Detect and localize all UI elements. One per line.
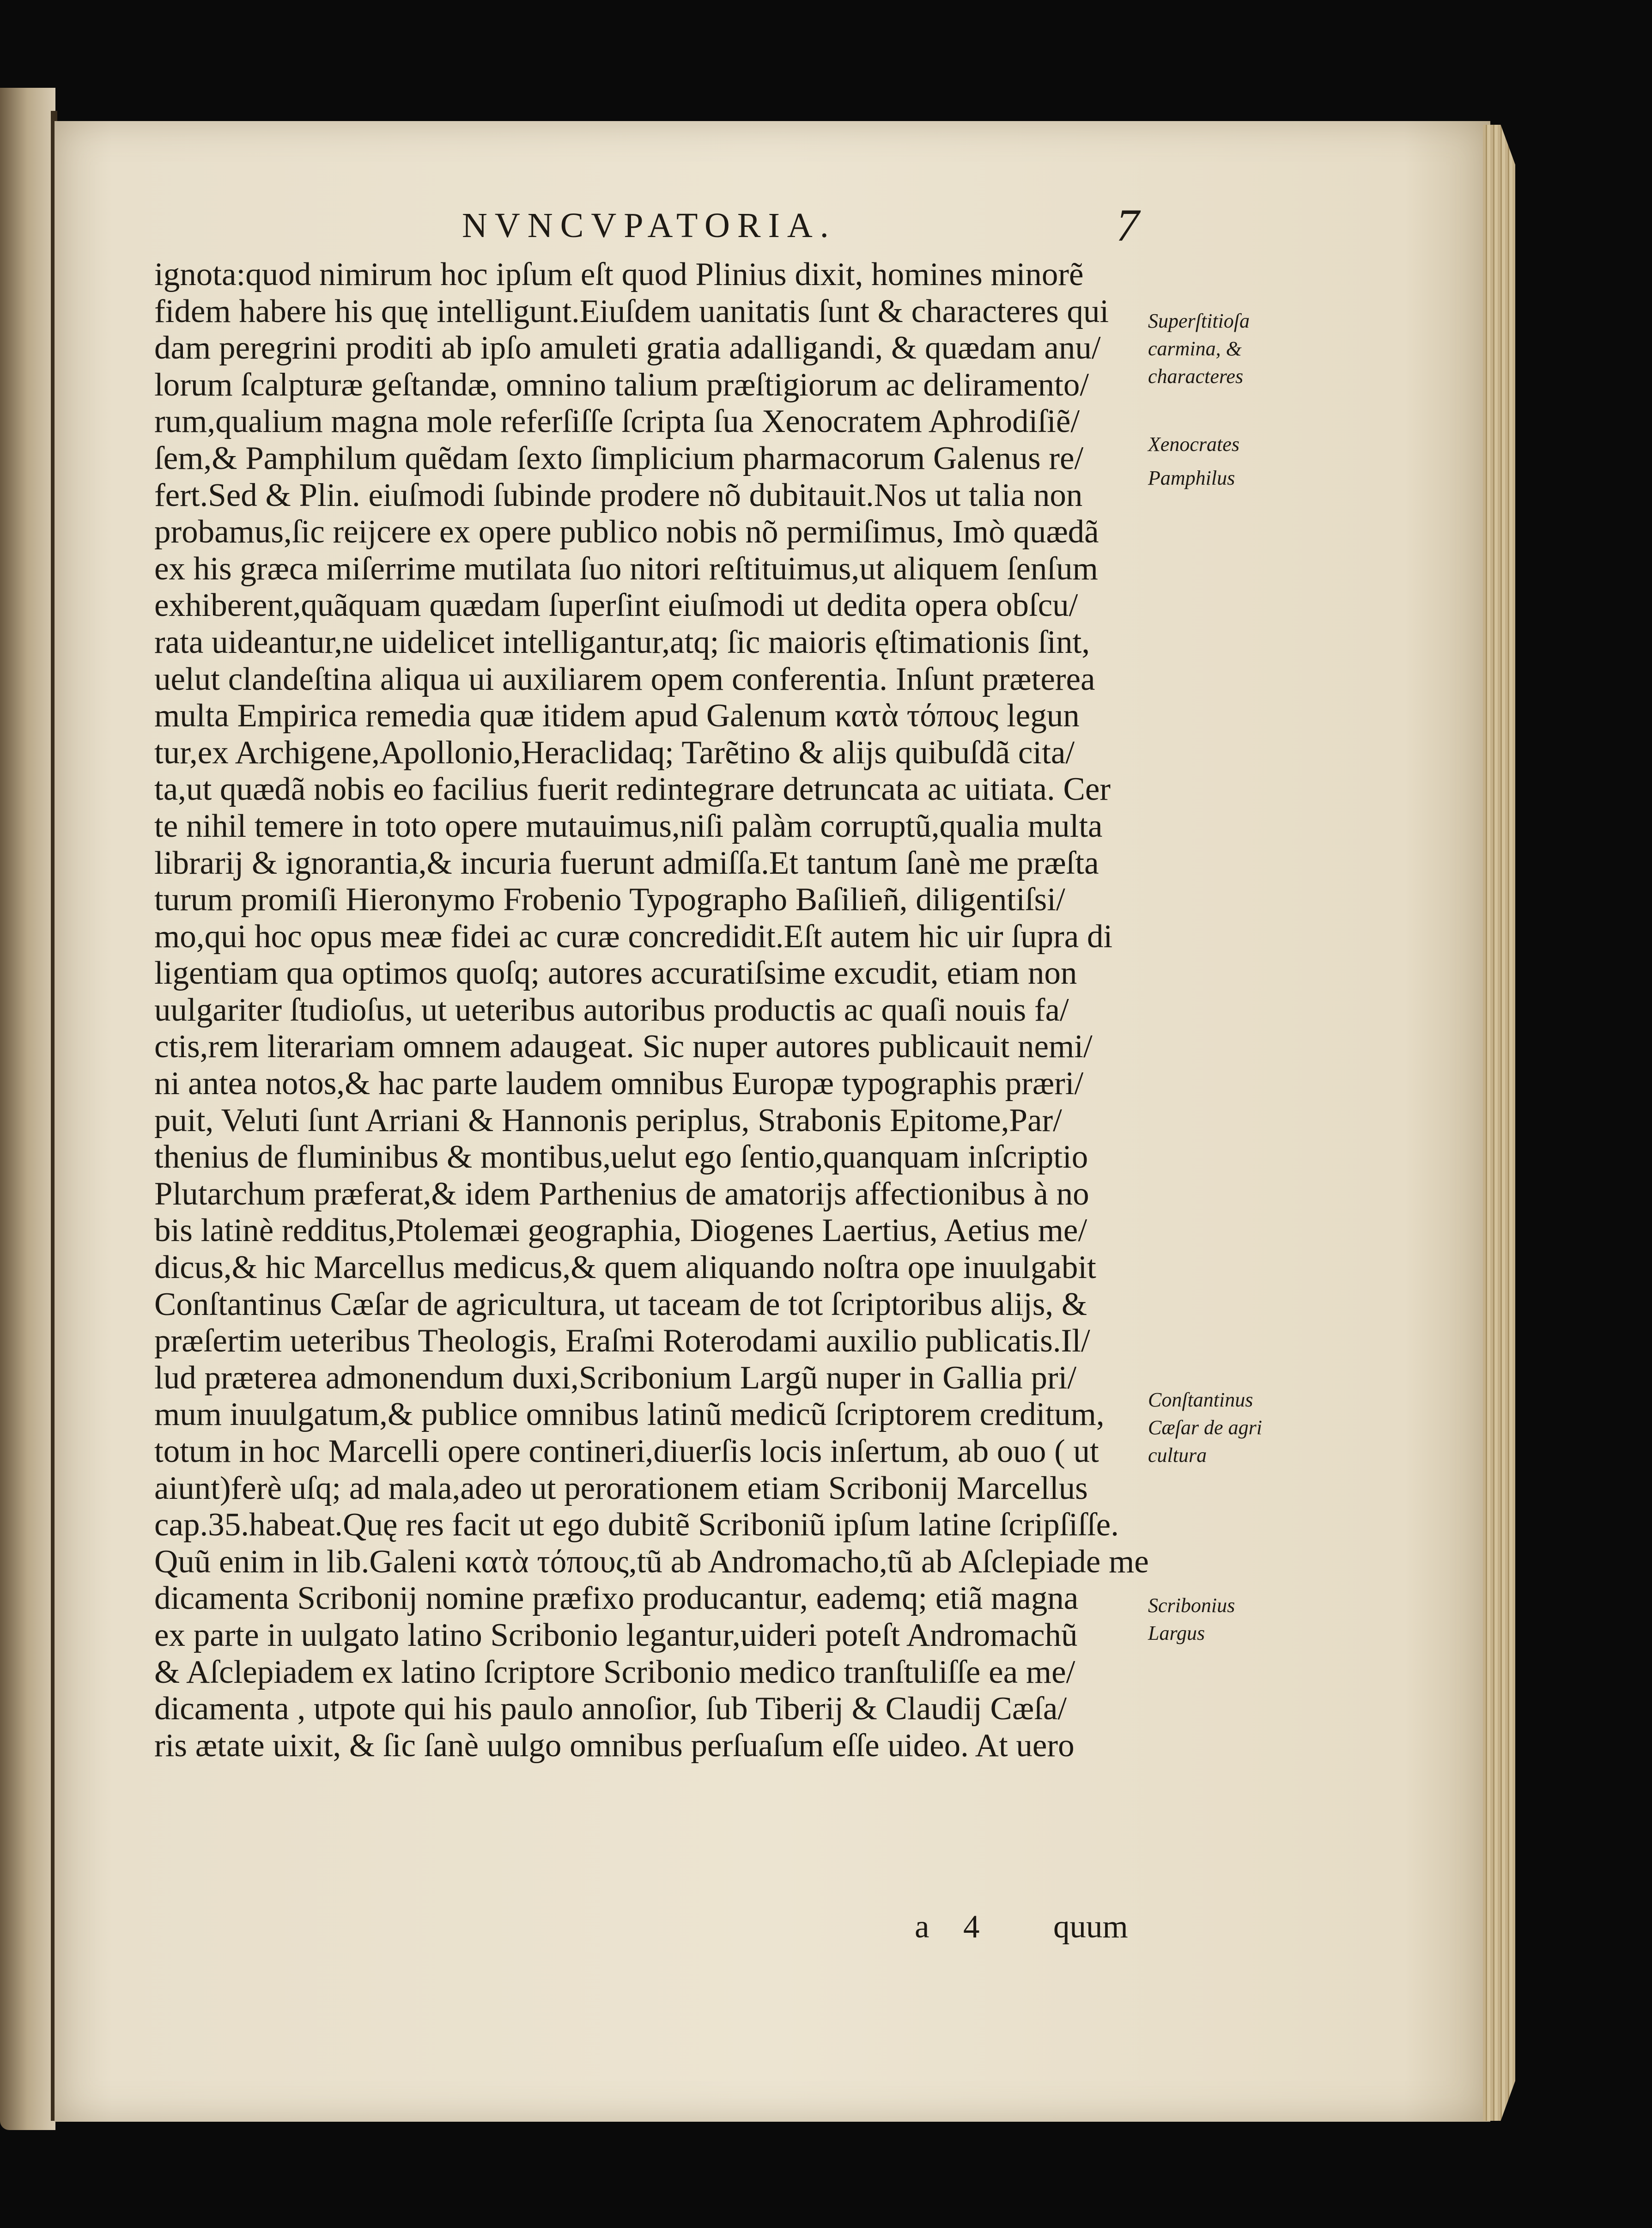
main-text-block xyxy=(154,256,1149,1764)
signature-number: 4 xyxy=(963,1909,980,1945)
text-line: puit, Veluti ſunt Arriani & Hannonis periplus, Strabonis Epitome,Par/ xyxy=(154,1102,1062,1138)
text-line: ris ætate uixit, & ſic ſanè uulgo omnibus perſuaſum eſſe uideo. At uero xyxy=(154,1727,1075,1764)
text-line: dicamenta , utpote qui his paulo annoſior, ſub Tiberij & Claudij Cæſa/ xyxy=(154,1691,1067,1727)
text-line: ſem,& Pamphilum quẽdam ſexto ſimplicium pharmacorum Galenus re/ xyxy=(154,440,1084,476)
text-line: rum,qualium magna mole referſiſſe ſcripta ſua Xenocratem Aphrodiſiẽ/ xyxy=(154,403,1080,440)
marginal-note: Scribonius Largus xyxy=(1148,1594,1235,1644)
text-line: probamus,ſic reijcere ex opere publico nobis nõ permiſimus, Imò quædã xyxy=(154,514,1099,550)
text-line: aiunt)ferè uſq; ad mala,adeo ut perorationem etiam Scribonij Marcellus xyxy=(154,1470,1088,1506)
marginal-note: Pamphilus xyxy=(1148,467,1235,489)
text-line: fert.Sed & Plin. eiuſmodi ſubinde prodere nõ dubitauit.Nos ut talia non xyxy=(154,477,1083,513)
text-line: fidem habere his quę intelligunt.Eiuſdem uanitatis ſunt & characteres qui xyxy=(154,293,1109,329)
text-line: exhiberent,quãquam quædam ſuperſint eiuſmodi ut dedita opera obſcu/ xyxy=(154,587,1078,624)
text-line: dam peregrini proditi ab ipſo amuleti gratia adalligandi, & quædam anu/ xyxy=(154,330,1101,366)
text-line: turum promiſi Hieronymo Frobenio Typographo Baſilieñ, diligentiſsi/ xyxy=(154,882,1065,918)
running-head: NVNCVPATORIA. xyxy=(462,206,836,245)
text-line: præſertim ueteribus Theologis, Eraſmi Roterodami auxilio publicatis.Il/ xyxy=(154,1323,1090,1359)
text-line: ni antea notos,& hac parte laudem omnibus Europæ typographis præri/ xyxy=(154,1065,1084,1102)
text-line: dicamenta Scribonij nomine præfixo producantur, eademq; etiã magna xyxy=(154,1580,1079,1617)
text-line: & Aſclepiadem ex latino ſcriptore Scribonio medico tranſtuliſſe ea me/ xyxy=(154,1654,1075,1690)
text-line: mo,qui hoc opus meæ fidei ac curæ concredidit.Eſt autem hic uir ſupra di xyxy=(154,918,1113,955)
text-line: mum inuulgatum,& publice omnibus latinũ medicũ ſcriptorem creditum, xyxy=(154,1396,1105,1433)
text-line: lorum ſcalpturæ geſtandæ, omnino talium præſtigiorum ac deliramento/ xyxy=(154,366,1089,403)
text-line: rata uideantur,ne uidelicet intelligantur,atq; ſic maioris ęſtimationis ſint, xyxy=(154,624,1090,660)
text-line: lud præterea admonendum duxi,Scribonium Largũ nuper in Gallia pri/ xyxy=(154,1359,1077,1396)
text-line: thenius de fluminibus & montibus,uelut ego ſentio,quanquam inſcriptio xyxy=(154,1139,1088,1175)
text-line: te nihil temere in toto opere mutauimus,niſi palàm corruptũ,qualia multa xyxy=(154,808,1103,844)
text-line: uelut clandeſtina aliqua ui auxiliarem opem conferentia. Inſunt præterea xyxy=(154,661,1095,697)
text-line: uulgariter ſtudioſus, ut ueteribus autoribus productis ac quaſi nouis fa/ xyxy=(154,992,1069,1028)
text-line: ex his græca miſerrime mutilata ſuo nitori reſtituimus,ut aliquem ſenſum xyxy=(154,550,1098,587)
text-line: dicus,& hic Marcellus medicus,& quem aliquando noſtra ope inuulgabit xyxy=(154,1249,1096,1286)
text-line: ligentiam qua optimos quoſq; autores accuratiſsime excudit, etiam non xyxy=(154,955,1077,992)
text-line: totum in hoc Marcelli opere contineri,diuerſis locis inſertum, ab ouo ( ut xyxy=(154,1433,1099,1469)
signature-mark: a xyxy=(915,1909,929,1945)
marginal-note: Superſtitioſa carmina, & characteres xyxy=(1148,310,1250,388)
page-number: 7 xyxy=(1116,200,1139,251)
page-fore-edge xyxy=(1483,125,1515,2121)
text-line: cap.35.habeat.Quę res facit ut ego dubitẽ Scriboniũ ipſum latine ſcripſiſſe. xyxy=(154,1507,1119,1543)
text-line: multa Empirica remedia quæ itidem apud Galenum κατὰ τόπους legun xyxy=(154,698,1080,734)
facing-page-edge xyxy=(0,88,55,2130)
text-line: ignota:quod nimirum hoc ipſum eſt quod Plinius dixit, homines minorẽ xyxy=(154,256,1084,292)
marginal-note: Xenocrates xyxy=(1148,433,1239,456)
catchword: quum xyxy=(1053,1909,1128,1945)
signature-line xyxy=(915,1908,1155,1950)
text-line: bis latinè redditus,Ptolemæi geographia, Diogenes Laertius, Aetius me/ xyxy=(154,1212,1087,1249)
text-line: ctis,rem literariam omnem adaugeat. Sic nuper autores publicauit nemi/ xyxy=(154,1029,1093,1065)
text-line: ex parte in uulgato latino Scribonio legantur,uideri poteſt Andromachũ xyxy=(154,1617,1078,1653)
text-line: Plutarchum præferat,& idem Parthenius de amatorijs affectionibus à no xyxy=(154,1175,1089,1212)
text-line: librarij & ignorantia,& incuria fuerunt admiſſa.Et tantum ſanè me præſta xyxy=(154,845,1099,881)
text-line: Conſtantinus Cæſar de agricultura, ut taceam de tot ſcriptoribus alijs, & xyxy=(154,1286,1087,1322)
marginal-note: Conſtantinus Cæſar de agri cultura xyxy=(1148,1388,1262,1467)
text-line: ta,ut quædã nobis eo facilius fuerit redintegrare detruncata ac uitiata. Cer xyxy=(154,771,1111,808)
text-line: tur,ex Archigene,Apollonio,Heraclidaq; Tarẽtino & alijs quibuſdã cita/ xyxy=(154,734,1075,771)
text-line: Quũ enim in lib.Galeni κατὰ τόπους,tũ ab Andromacho,tũ ab Aſclepiade me xyxy=(154,1543,1149,1580)
